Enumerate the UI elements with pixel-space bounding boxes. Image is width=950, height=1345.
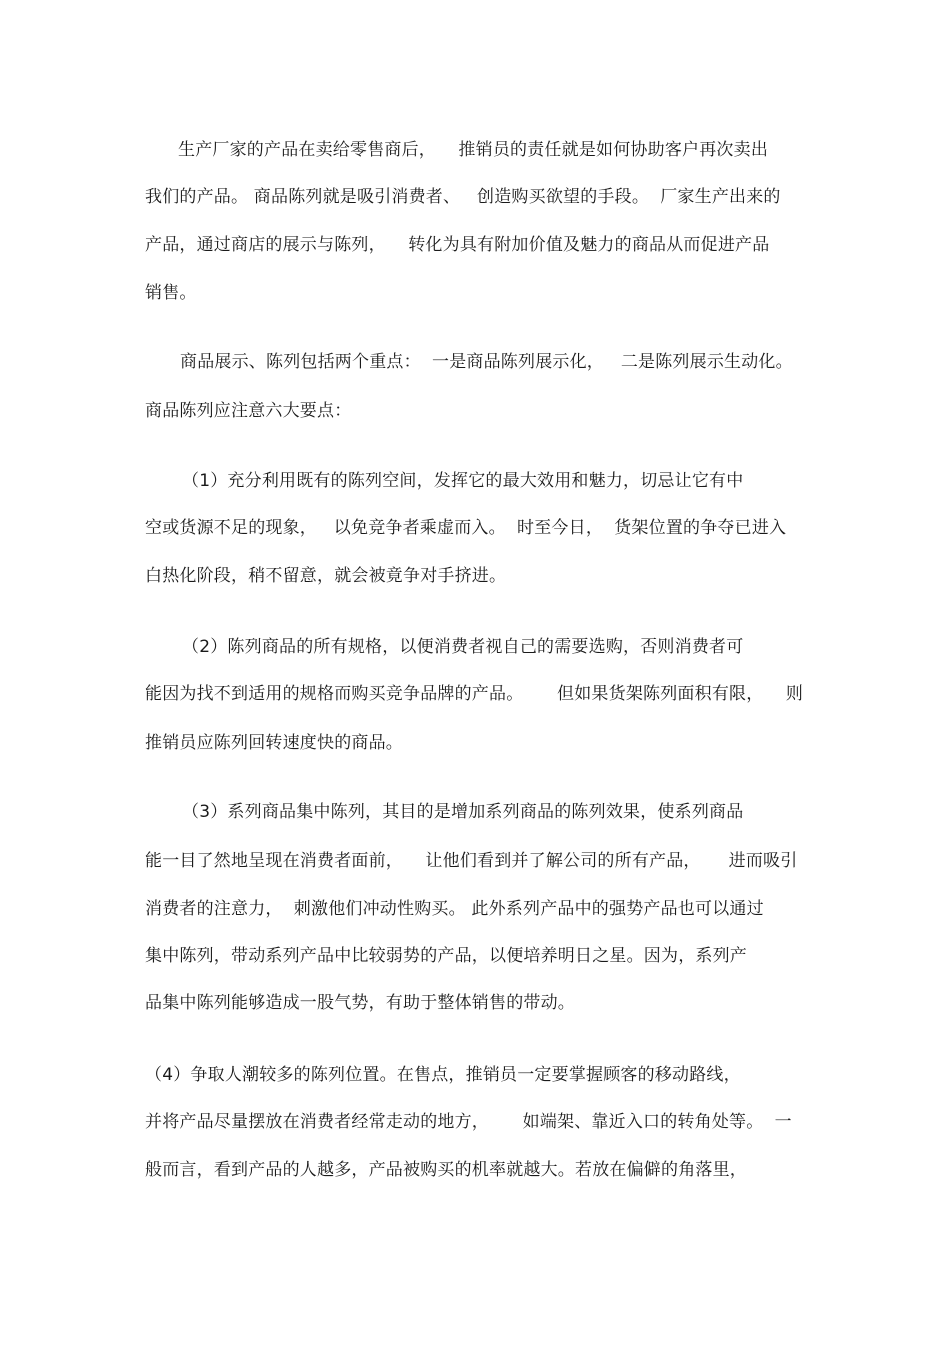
text-line: 商品陈列应注意六大要点： (145, 401, 352, 421)
text-line: 般而言，看到产品的人越多，产品被购买的机率就越大。若放在偏僻的角落里， (145, 1160, 747, 1180)
text-line: 产品，通过商店的展示与陈列， 转化为具有附加价值及魅力的商品从而促进产品 (145, 235, 770, 255)
text-line: （3）系列商品集中陈列，其目的是增加系列商品的陈列效果，使系列商品 (182, 802, 744, 822)
text-line: 我们的产品。 商品陈列就是吸引消费者、 创造购买欲望的手段。 厂家生产出来的 (145, 187, 781, 207)
text-line: （1）充分利用既有的陈列空间，发挥它的最大效用和魅力，切忌让它有中 (182, 471, 744, 491)
text-line: 白热化阶段，稍不留意，就会被竟争对手挤进。 (145, 566, 507, 586)
text-line: 生产厂家的产品在卖给零售商后， 推销员的责任就是如何协助客户再次卖出 (178, 140, 769, 160)
text-line: （4）争取人潮较多的陈列位置。在售点，推销员一定要掌握顾客的移动路线， (145, 1065, 741, 1085)
text-line: 品集中陈列能够造成一股气势，有助于整体销售的带动。 (145, 993, 575, 1013)
text-line: 销售。 (145, 283, 197, 303)
text-line: 并将产品尽量摆放在消费者经常走动的地方， 如端架、靠近入口的转角处等。 一 (145, 1112, 792, 1132)
text-line: 推销员应陈列回转速度快的商品。 (145, 733, 403, 753)
text-line: 空或货源不足的现象， 以免竞争者乘虚而入。 时至今日， 货架位置的争夺已进入 (145, 518, 787, 538)
text-line: （2）陈列商品的所有规格，以便消费者视自己的需要选购，否则消费者可 (182, 637, 744, 657)
text-line: 能一目了然地呈现在消费者面前， 让他们看到并了解公司的所有产品， 进而吸引 (145, 851, 798, 871)
text-line: 商品展示、陈列包括两个重点： 一是商品陈列展示化， 二是陈列展示生动化。 (180, 352, 793, 372)
text-line: 能因为找不到适用的规格而购买竞争品牌的产品。 但如果货架陈列面积有限， 则 (145, 684, 804, 704)
text-line: 集中陈列，带动系列产品中比较弱势的产品，以便培养明日之星。因为，系列产 (145, 946, 747, 966)
text-line: 消费者的注意力， 刺激他们冲动性购买。 此外系列产品中的强势产品也可以通过 (145, 899, 764, 919)
